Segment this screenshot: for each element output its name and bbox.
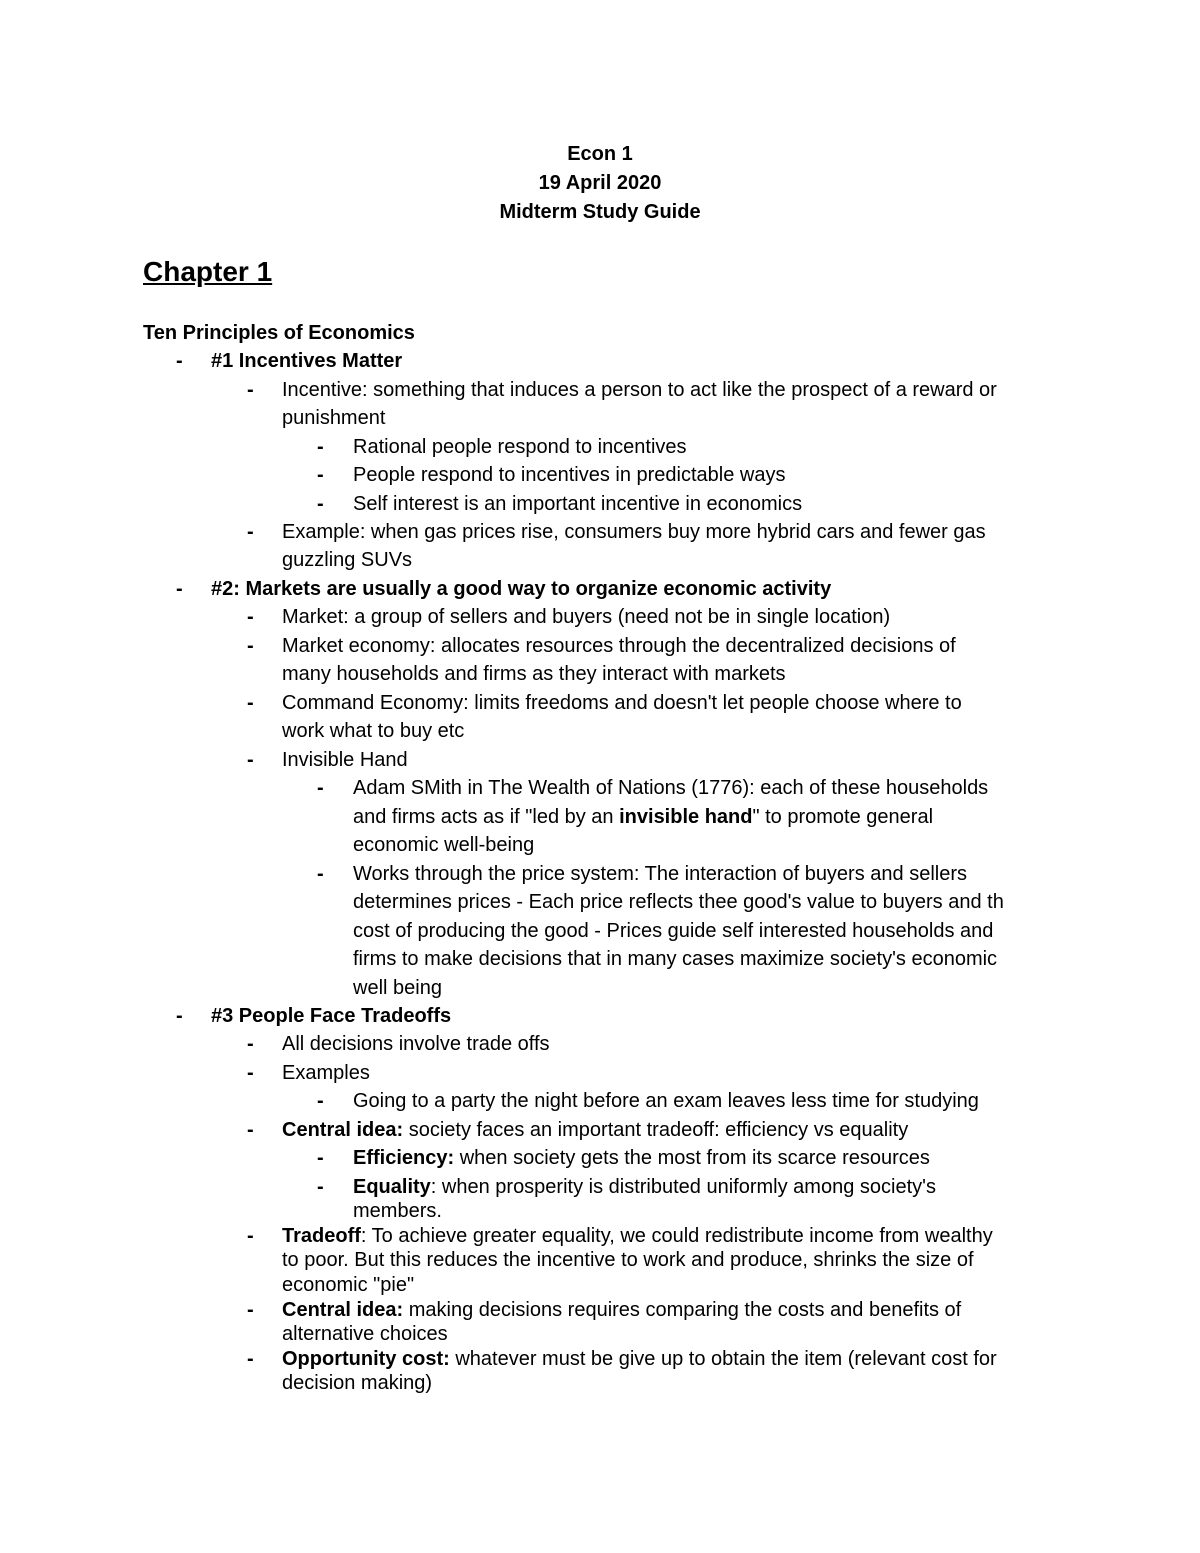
bullet-dash: -	[247, 379, 254, 401]
smith-text-cont: and firms acts as if "led by an invisible hand" to promote general	[353, 806, 934, 828]
tradeoff-definition: Tradeoff: To achieve greater equality, we could redistribute income from wealthy	[282, 1225, 993, 1247]
incentive-definition: Incentive: something that induces a person to act like the prospect of a reward or	[282, 379, 997, 401]
command-economy-definition: Command Economy: limits freedoms and doesn't let people choose where to	[282, 692, 962, 714]
central-idea-2-cont: alternative choices	[282, 1323, 448, 1345]
bullet-dash: -	[317, 436, 324, 458]
bullet-dash: -	[247, 1299, 254, 1321]
efficiency-definition: Efficiency: when society gets the most from its scarce resources	[353, 1147, 930, 1169]
section-heading: Ten Principles of Economics	[143, 322, 415, 344]
bullet-dash: -	[247, 521, 254, 543]
list-item: Rational people respond to incentives	[353, 436, 687, 458]
bullet-dash: -	[247, 635, 254, 657]
chapter-heading: Chapter 1	[143, 256, 273, 287]
price-system-text-cont: cost of producing the good - Prices guide self interested households and	[353, 920, 994, 942]
opportunity-cost-definition-cont: decision making)	[282, 1372, 433, 1394]
bullet-dash: -	[247, 1062, 254, 1084]
example-text: Example: when gas prices rise, consumers buy more hybrid cars and fewer gas	[282, 521, 986, 543]
market-definition: Market: a group of sellers and buyers (need not be in single location)	[282, 606, 891, 628]
equality-definition: Equality: when prosperity is distributed uniformly among society's	[353, 1176, 936, 1198]
market-economy-definition-cont: many households and firms as they interact with markets	[282, 663, 786, 685]
bullet-dash: -	[247, 1225, 254, 1247]
bullet-dash: -	[317, 1147, 324, 1169]
bullet-dash: -	[317, 777, 324, 799]
bullet-dash: -	[317, 863, 324, 885]
bullet-dash: -	[176, 1005, 183, 1027]
price-system-text-cont: well being	[353, 977, 442, 999]
central-idea-1: Central idea: society faces an important tradeoff: efficiency vs equality	[282, 1119, 909, 1141]
bullet-dash: -	[317, 1176, 324, 1198]
tradeoff-definition-cont: to poor. But this reduces the incentive to work and produce, shrinks the size of	[282, 1249, 974, 1271]
invisible-hand-term: invisible hand	[619, 806, 753, 828]
central-idea-2: Central idea: making decisions requires comparing the costs and benefits of	[282, 1299, 962, 1321]
examples-heading: Examples	[282, 1062, 370, 1084]
smith-text: Adam SMith in The Wealth of Nations (1776): each of these households	[353, 777, 989, 799]
price-system-text-cont: determines prices - Each price reflects thee good's value to buyers and th	[353, 891, 1004, 913]
bullet-dash: -	[317, 464, 324, 486]
list-item: People respond to incentives in predictable ways	[353, 464, 786, 486]
bullet-dash: -	[247, 692, 254, 714]
list-item: All decisions involve trade offs	[282, 1033, 550, 1055]
doc-title: Midterm Study Guide	[499, 201, 701, 223]
tradeoff-definition-cont: economic "pie"	[282, 1274, 415, 1296]
bullet-dash: -	[247, 1348, 254, 1370]
market-economy-definition: Market economy: allocates resources through the decentralized decisions of	[282, 635, 956, 657]
list-item: Going to a party the night before an exam leaves less time for studying	[353, 1090, 979, 1112]
bullet-dash: -	[247, 1033, 254, 1055]
bullet-dash: -	[247, 749, 254, 771]
bullet-dash: -	[247, 606, 254, 628]
doc-date: 19 April 2020	[538, 172, 662, 194]
list-item: Self interest is an important incentive in economics	[353, 493, 803, 515]
incentive-definition-cont: punishment	[282, 407, 386, 429]
price-system-text: Works through the price system: The interaction of buyers and sellers	[353, 863, 967, 885]
principle-2-title: #2: Markets are usually a good way to organize economic activity	[211, 578, 832, 600]
doc-course: Econ 1	[567, 143, 633, 165]
bullet-dash: -	[317, 1090, 324, 1112]
smith-text-cont: economic well-being	[353, 834, 535, 856]
bullet-dash: -	[317, 493, 324, 515]
bullet-dash: -	[176, 350, 183, 372]
example-text-cont: guzzling SUVs	[282, 549, 413, 571]
command-economy-definition-cont: work what to buy etc	[282, 720, 465, 742]
principle-3-title: #3 People Face Tradeoffs	[211, 1005, 452, 1027]
bullet-dash: -	[176, 578, 183, 600]
equality-definition-cont: members.	[353, 1200, 442, 1222]
principle-1-title: #1 Incentives Matter	[211, 350, 403, 372]
invisible-hand-heading: Invisible Hand	[282, 749, 408, 771]
bullet-dash: -	[247, 1119, 254, 1141]
price-system-text-cont: firms to make decisions that in many cases maximize society's economic	[353, 948, 998, 970]
opportunity-cost-definition: Opportunity cost: whatever must be give up to obtain the item (relevant cost for	[282, 1348, 997, 1370]
